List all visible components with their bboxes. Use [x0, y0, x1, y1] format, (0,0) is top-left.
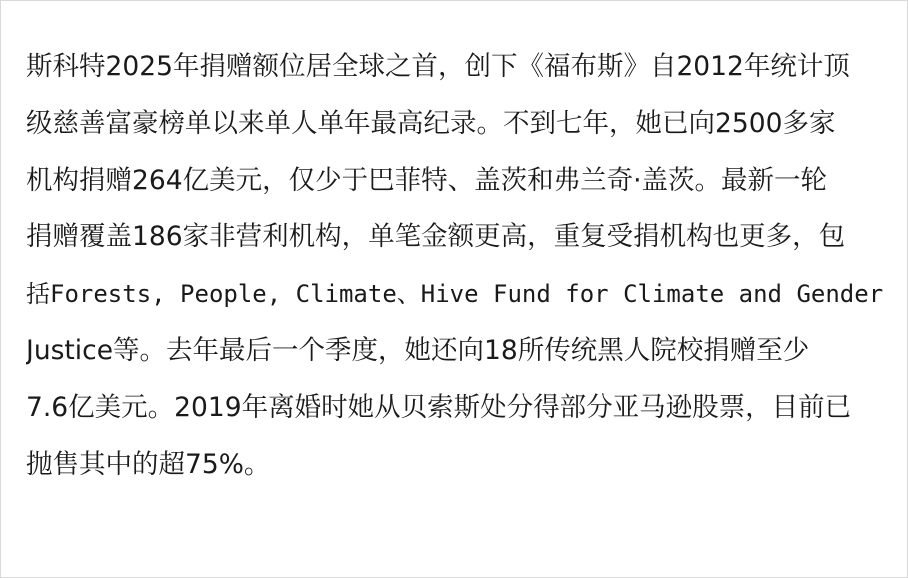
- text-line: 机构捐赠264亿美元，仅少于巴菲特、盖茨和弗兰奇·盖茨。最新一轮: [26, 164, 828, 196]
- text-line: 括Forests, People, Climate、Hive Fund for Climate and Gender: [26, 280, 884, 309]
- text-line: 级慈善富豪榜单以来单人单年最高纪录。不到七年，她已向2500多家: [26, 107, 836, 139]
- text-line: 捐赠覆盖186家非营利机构，单笔金额更高，重复受捐机构也更多，包: [26, 221, 846, 253]
- text-line: 7.6亿美元。2019年离婚时她从贝索斯处分得部分亚马逊股票，目前已: [26, 391, 852, 423]
- text-line: 抛售其中的超75%。: [26, 448, 271, 480]
- article-text: [26, 39, 886, 493]
- text-line: Justice等。去年最后一个季度，她还向18所传统黑人院校捐赠至少: [26, 334, 810, 366]
- text-line: 斯科特2025年捐赠额位居全球之首，创下《福布斯》自2012年统计顶: [26, 51, 850, 82]
